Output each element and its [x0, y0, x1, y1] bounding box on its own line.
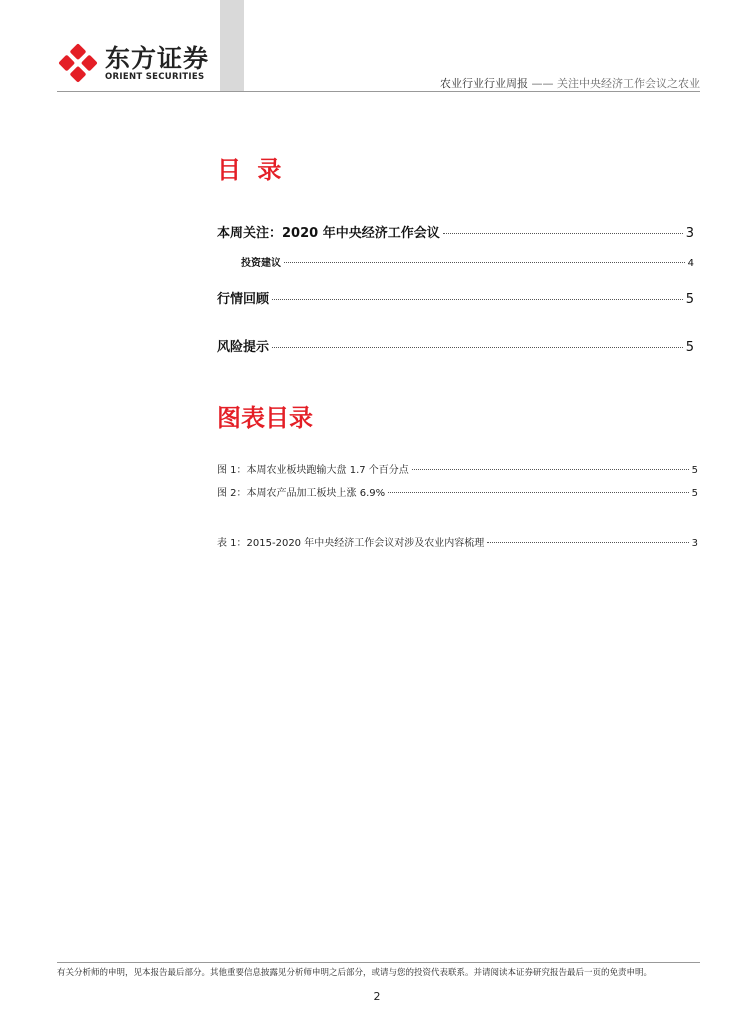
toc-subitem[interactable]	[241, 254, 694, 269]
header-separator: ——	[531, 77, 554, 90]
table-item-page: 3	[691, 538, 698, 549]
orient-securities-logo-icon	[57, 42, 99, 84]
report-header	[440, 75, 700, 91]
toc-leader-dots	[443, 233, 683, 234]
toc-item-page: 5	[685, 292, 694, 307]
toc-item-label: 行情回顾	[217, 292, 270, 307]
logo-chinese-name: 东方证券	[105, 43, 210, 73]
figure-item[interactable]	[217, 484, 698, 499]
table-item-label: 表 1：2015-2020 年中央经济工作会议对涉及农业内容梳理	[217, 538, 485, 549]
figure-item[interactable]	[217, 461, 698, 476]
figure-item-page: 5	[691, 465, 698, 476]
toc-leader-dots	[487, 542, 688, 543]
toc-leader-dots	[272, 347, 683, 348]
toc-item-label: 投资建议	[241, 258, 281, 269]
toc-item-page: 5	[685, 340, 694, 355]
toc-item[interactable]	[217, 288, 694, 307]
table-item[interactable]	[217, 534, 698, 549]
footer-divider	[57, 962, 700, 963]
figure-item-label: 图 2：本周农产品加工板块上涨 6.9%	[217, 488, 386, 499]
toc-leader-dots	[272, 299, 683, 300]
figures-title: 图表目录	[217, 404, 313, 432]
report-subject: 关注中央经济工作会议之农业	[557, 77, 700, 90]
header-gray-bar	[220, 0, 244, 91]
figure-item-page: 5	[691, 488, 698, 499]
report-type: 农业行业行业周报	[440, 77, 528, 90]
toc-item[interactable]	[217, 222, 694, 241]
toc-item-page: 4	[687, 258, 694, 269]
toc-title: 目 录	[217, 156, 286, 184]
toc-leader-dots	[388, 492, 689, 493]
footer-disclaimer: 有关分析师的申明，见本报告最后部分。其他重要信息披露见分析师申明之后部分，或请与您的投资代表联系。并请阅读本证券研究报告最后一页的免责申明。	[57, 968, 653, 978]
toc-item[interactable]	[217, 336, 694, 355]
toc-item-label: 风险提示	[217, 340, 270, 355]
toc-item-page: 3	[685, 226, 694, 241]
page-number: 2	[373, 990, 381, 1003]
toc-item-label: 本周关注：2020 年中央经济工作会议	[217, 226, 440, 241]
company-logo	[57, 42, 209, 84]
toc-leader-dots	[412, 469, 689, 470]
logo-english-name: ORIENT SECURITIES	[105, 71, 205, 82]
figure-item-label: 图 1：本周农业板块跑输大盘 1.7 个百分点	[217, 465, 409, 476]
toc-leader-dots	[284, 262, 685, 263]
header-divider	[57, 91, 700, 92]
